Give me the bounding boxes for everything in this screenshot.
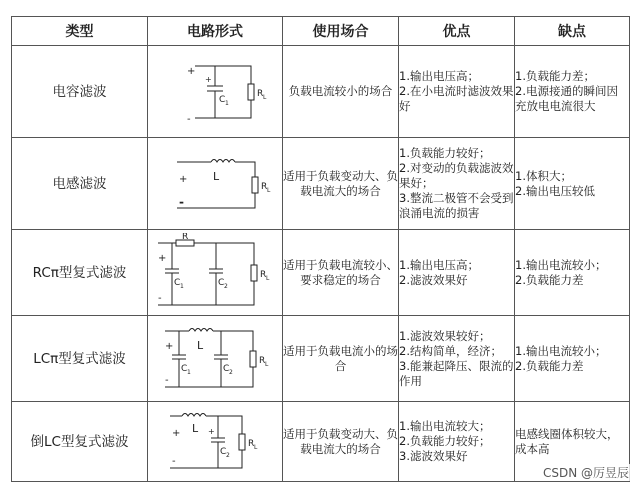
rl-label: R xyxy=(261,181,268,192)
rl-sub: L xyxy=(263,93,267,101)
plus-label: + xyxy=(187,65,196,77)
rl-label: R xyxy=(259,355,266,366)
c1-label: C xyxy=(174,277,181,288)
row-type: RCπ型复式滤波 xyxy=(12,230,148,316)
l-label: L xyxy=(192,421,199,435)
pro-item: 2.结构简单，经济； xyxy=(399,343,502,358)
row-use: 适用于负载电流较小、要求稳定的场合 xyxy=(283,230,399,316)
row-use: 适用于负载变动大、负载电流大的场合 xyxy=(283,402,399,482)
con-item: 2.负载能力差 xyxy=(515,358,584,373)
pro-item: 3.能兼起降压、限流的作用 xyxy=(399,358,514,388)
circuit-diagram xyxy=(150,233,280,313)
circuit-diagram xyxy=(160,404,270,480)
circuit-capacitor-filter xyxy=(148,46,283,138)
row-use: 适用于负载变动大、负载电流大的场合 xyxy=(283,138,399,230)
pro-item: 3.滤波效果好 xyxy=(399,449,468,463)
circuit-diagram xyxy=(155,144,275,224)
c2-sub: 2 xyxy=(229,368,233,376)
watermark: CSDN @厉昱辰 xyxy=(542,466,629,480)
row-use: 负载电流较小的场合 xyxy=(283,46,399,138)
minus-label: - xyxy=(187,113,191,125)
header-cons: 缺点 xyxy=(515,17,630,46)
circuit-diagram xyxy=(155,52,275,132)
r-label: R xyxy=(182,232,189,242)
header-pros: 优点 xyxy=(399,17,515,46)
rl-label: R xyxy=(257,88,264,99)
header-circuit: 电路形式 xyxy=(148,17,283,46)
table-row xyxy=(12,230,630,316)
row-pros xyxy=(399,138,515,230)
plus-label: + xyxy=(179,173,188,185)
con-item: 2.电源接通的瞬间因充放电电流很大 xyxy=(515,84,618,113)
pro-item: 3.整流二极管不会受到浪涌电流的损害 xyxy=(399,191,514,220)
c2-label: C xyxy=(223,363,230,374)
c2-plus: + xyxy=(208,426,215,436)
header-use: 使用场合 xyxy=(283,17,399,46)
row-cons xyxy=(515,316,630,402)
circuit-lc-pi-filter xyxy=(148,316,283,402)
c1-label: C xyxy=(181,363,188,374)
row-type: 电感滤波 xyxy=(12,138,148,230)
table-row xyxy=(12,402,630,482)
pro-item: 1.输出电流较大； xyxy=(399,419,491,433)
table-row xyxy=(12,138,630,230)
pro-item: 2.滤波效果好 xyxy=(399,272,468,287)
c1-sub: 1 xyxy=(225,99,229,107)
row-use: 适用于负载电流小的场合 xyxy=(283,316,399,402)
pro-item: 2.在小电流时滤波效果好 xyxy=(399,84,514,113)
pro-item: 2.负载能力较好； xyxy=(399,434,491,448)
con-item: 电感线圈体积较大，成本高 xyxy=(515,426,619,456)
c1-sub: 1 xyxy=(180,282,184,290)
row-type: LCπ型复式滤波 xyxy=(12,316,148,402)
pro-item: 1.输出电压高； xyxy=(399,257,479,272)
row-cons xyxy=(515,46,630,138)
c2-sub: 2 xyxy=(224,282,228,290)
plus-label: + xyxy=(172,427,181,439)
row-pros xyxy=(399,316,515,402)
l-label: L xyxy=(197,338,204,352)
rl-sub: L xyxy=(254,443,258,451)
c1-sub: 1 xyxy=(187,368,191,376)
minus-label: - xyxy=(158,292,162,304)
minus-label: - xyxy=(165,374,169,386)
rl-label: R xyxy=(248,438,255,449)
c2-sub: 2 xyxy=(226,451,230,459)
circuit-inverted-lc-filter xyxy=(148,402,283,482)
row-type: 倒LC型复式滤波 xyxy=(12,402,148,482)
pro-item: 1.负载能力较好； xyxy=(399,146,491,160)
row-cons xyxy=(515,138,630,230)
header-row xyxy=(12,17,630,46)
minus-label: - xyxy=(172,455,176,467)
pro-item: 1.滤波效果较好； xyxy=(399,328,491,343)
con-item: 2.负载能力差 xyxy=(515,272,584,287)
c1-label: C xyxy=(219,94,226,105)
l-label: L xyxy=(213,169,220,183)
circuit-rc-pi-filter xyxy=(148,230,283,316)
rl-sub: L xyxy=(265,360,269,368)
con-item: 1.输出电流较小； xyxy=(515,343,607,358)
con-item: 1.体积大； xyxy=(515,168,572,183)
c1-plus: + xyxy=(205,74,212,84)
rl-sub: L xyxy=(267,186,271,194)
con-item: 1.输出电流较小； xyxy=(515,257,607,272)
c2-label: C xyxy=(220,446,227,457)
table-row xyxy=(12,46,630,138)
row-pros xyxy=(399,230,515,316)
circuit-diagram xyxy=(153,319,277,399)
con-item: 1.负载能力差； xyxy=(515,69,595,83)
table-row xyxy=(12,316,630,402)
pro-item: 2.对变动的负载滤波效果好； xyxy=(399,161,514,190)
con-item: 2.输出电压较低 xyxy=(515,183,595,198)
plus-label: + xyxy=(158,252,167,264)
row-type: 电容滤波 xyxy=(12,46,148,138)
rl-sub: L xyxy=(266,274,270,282)
pro-item: 1.输出电压高； xyxy=(399,69,479,83)
filter-comparison-table xyxy=(11,16,630,482)
row-pros xyxy=(399,402,515,482)
minus-label: - xyxy=(179,194,184,209)
circuit-inductor-filter xyxy=(148,138,283,230)
row-cons xyxy=(515,230,630,316)
rl-label: R xyxy=(260,269,267,280)
c2-label: C xyxy=(218,277,225,288)
plus-label: + xyxy=(165,340,174,352)
row-pros xyxy=(399,46,515,138)
header-type: 类型 xyxy=(12,17,148,46)
